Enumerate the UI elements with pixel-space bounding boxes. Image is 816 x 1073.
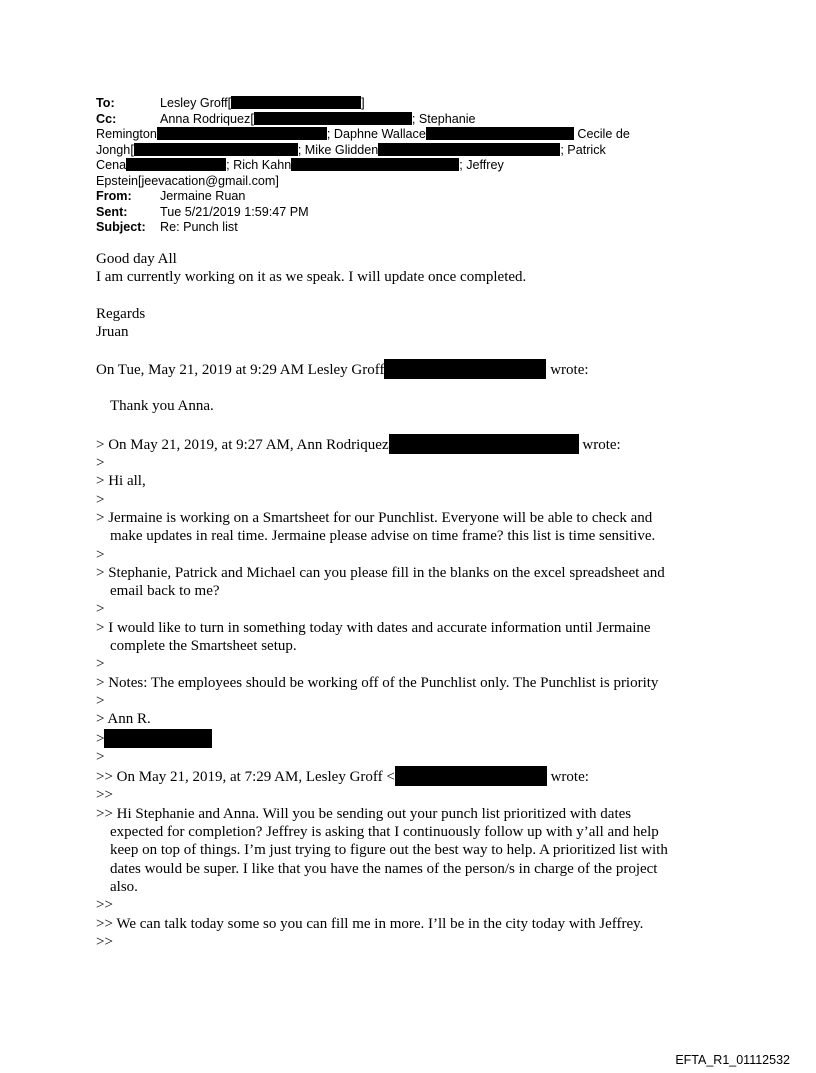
quote-line: >: [96, 601, 105, 618]
bates-number: EFTA_R1_01112532: [675, 1053, 790, 1067]
redaction-box: [126, 158, 226, 171]
quote-line: >: [96, 546, 105, 563]
redaction-box: [291, 158, 459, 171]
cc-text: ; Stephanie: [411, 111, 476, 126]
quote-marker: >: [96, 730, 105, 747]
quote-line: >: [96, 748, 105, 765]
body-line: I am currently working on it as we speak. I will update once completed.: [96, 269, 527, 286]
subject-row: [96, 220, 696, 236]
quote-line: dates would be super. I like that you have the names of the person/s in charge of the project: [110, 860, 658, 877]
quote-line: also.: [110, 878, 138, 895]
quote-line: [96, 729, 726, 748]
from-row: [96, 189, 696, 205]
cc-text: Remington: [96, 127, 157, 141]
to-label: To:: [96, 96, 115, 110]
cc-row-3: [96, 143, 696, 159]
quote-line: > Notes: The employees should be working off of the Punchlist only. The Punchlist is priority: [96, 674, 659, 691]
to-row: [96, 96, 696, 112]
quote-line: >> We can talk today some so you can fill me in more. I’ll be in the city today with Jeffrey.: [96, 915, 644, 932]
cc-row-5: [96, 174, 696, 190]
sent-value: Tue 5/21/2019 1:59:47 PM: [160, 204, 309, 219]
cc-row-4: [96, 158, 696, 174]
quote-header-text: >> On May 21, 2019, at 7:29 AM, Lesley Groff <: [96, 769, 395, 786]
cc-text: ; Rich Kahn: [226, 158, 292, 172]
redaction-box: [134, 143, 298, 156]
redaction-box: [378, 143, 560, 156]
quote-header: [96, 359, 726, 379]
cc-text: Jongh[: [96, 142, 134, 157]
cc-text: Cecile de: [577, 127, 630, 141]
cc-name: Anna Rodriquez[: [160, 111, 254, 126]
quote-line: > Stephanie, Patrick and Michael can you please fill in the blanks on the excel spreadsheet and: [96, 564, 665, 581]
quote-line: email back to me?: [110, 583, 220, 600]
cc-text: Cena: [96, 158, 127, 172]
redaction-box: [231, 96, 361, 109]
quote-line: >>: [96, 897, 113, 914]
redaction-box: [157, 127, 327, 140]
quote-line: make updates in real time. Jermaine please advise on time frame? this list is time sensitive.: [110, 528, 656, 545]
cc-row-1: [96, 112, 696, 128]
quote-line: >: [96, 692, 105, 709]
quote-line: complete the Smartsheet setup.: [110, 638, 297, 655]
signature: Jruan: [96, 323, 129, 340]
quote-line: expected for completion? Jeffrey is asking that I continuously follow up with y’all and help: [110, 824, 659, 841]
quote-line: > Hi all,: [96, 473, 146, 490]
from-value: Jermaine Ruan: [160, 189, 246, 203]
redaction-box: [254, 112, 412, 125]
quote-line: >: [96, 455, 105, 472]
cc-text: Epstein[jeevacation@gmail.com]: [96, 173, 279, 188]
quote-header-text: > On May 21, 2019, at 9:27 AM, Ann Rodriquez: [96, 436, 389, 453]
subject-value: Re: Punch list: [160, 220, 238, 234]
cc-label: Cc:: [96, 111, 117, 126]
quote-line: >: [96, 491, 105, 508]
quote-line: >>: [96, 933, 113, 950]
to-tail: ]: [361, 96, 365, 110]
sent-row: [96, 205, 696, 221]
quote-header-text: wrote:: [582, 436, 621, 453]
cc-text: ; Jeffrey: [459, 158, 504, 172]
quote-line: >>: [96, 787, 113, 804]
redaction-box: [384, 359, 546, 379]
cc-row-2: [96, 127, 696, 143]
quote-header: [96, 434, 726, 454]
quote-line: > I would like to turn in something today with dates and accurate information until Jermaine: [96, 619, 651, 636]
redaction-box: [104, 729, 212, 748]
redaction-box: [395, 766, 547, 786]
quote-line: > Jermaine is working on a Smartsheet for our Punchlist. Everyone will be able to check and: [96, 509, 653, 526]
email-body: [96, 250, 726, 951]
sent-label: Sent:: [96, 204, 128, 219]
regards: Regards: [96, 305, 146, 322]
quote-header-text: wrote:: [550, 362, 589, 379]
quote-line: > Ann R.: [96, 711, 151, 728]
cc-text: ; Mike Glidden: [297, 142, 379, 157]
redaction-box: [426, 127, 574, 140]
email-header: [96, 96, 696, 236]
thanks-line: Thank you Anna.: [110, 398, 214, 415]
quote-header: [96, 766, 726, 786]
cc-text: ; Patrick: [560, 142, 606, 157]
quote-line: >: [96, 656, 105, 673]
quote-line: >> Hi Stephanie and Anna. Will you be sending out your punch list prioritized with dates: [96, 805, 632, 822]
greeting: Good day All: [96, 251, 177, 267]
quote-header-text: On Tue, May 21, 2019 at 9:29 AM Lesley Groff: [96, 362, 385, 379]
cc-text: ; Daphne Wallace: [326, 127, 426, 141]
redaction-box: [389, 434, 579, 454]
subject-label: Subject:: [96, 220, 146, 234]
quote-header-text: wrote:: [550, 769, 589, 786]
quote-line: keep on top of things. I’m just trying to figure out the best way to help. A prioritized list with: [110, 842, 668, 859]
from-label: From:: [96, 189, 132, 203]
to-name: Lesley Groff[: [160, 96, 232, 110]
